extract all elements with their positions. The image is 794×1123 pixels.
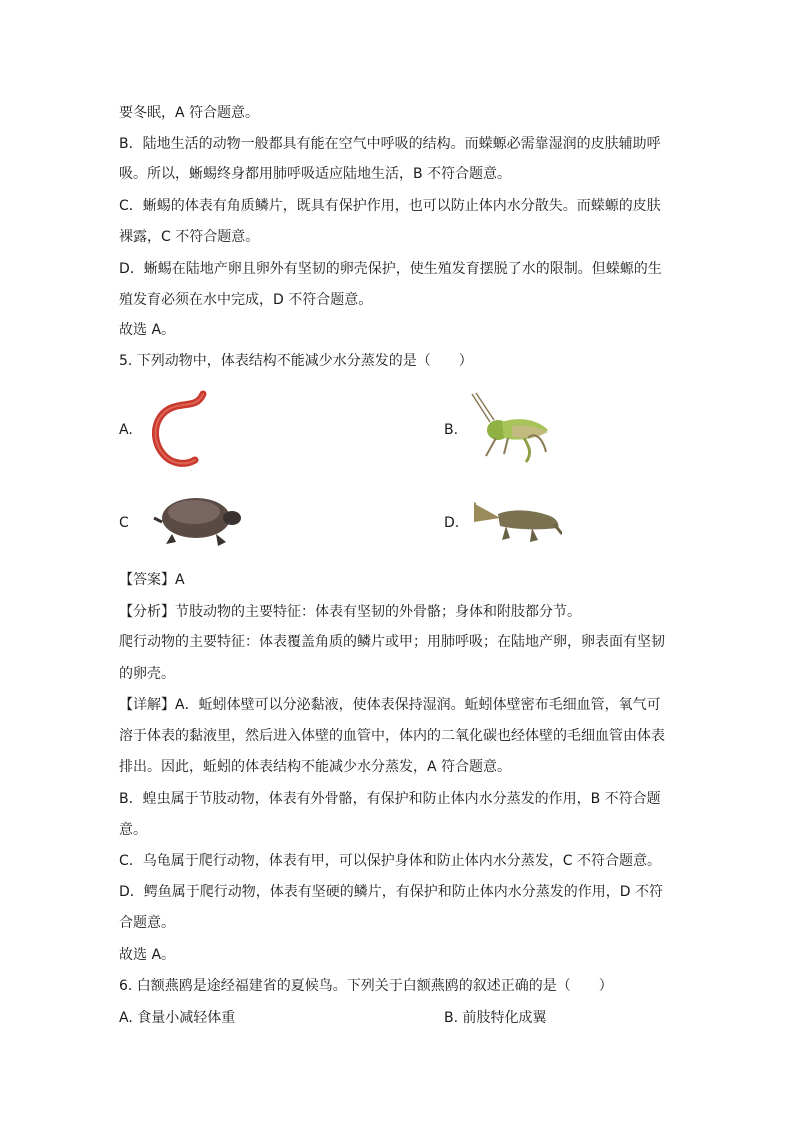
text-line: 要冬眠，A 符合题意。 xyxy=(119,105,260,121)
earthworm-image xyxy=(145,388,213,470)
text-line: 【分析】节肢动物的主要特征：体表有坚韧的外骨骼；身体和附肢都分节。 xyxy=(119,604,581,620)
text-line: 排出。因此，蚯蚓的体表结构不能减少水分蒸发，A 符合题意。 xyxy=(119,759,512,775)
grasshopper-image xyxy=(468,392,556,468)
turtle-image xyxy=(152,488,244,550)
text-line: 故选 A。 xyxy=(119,947,176,963)
text-line: 【详解】A．蚯蚓体壁可以分泌黏液，使体表保持湿润。蚯蚓体壁密布毛细血管，氧气可 xyxy=(119,697,661,713)
text-line: 爬行动物的主要特征：体表覆盖角质的鳞片或甲；用肺呼吸；在陆地产卵，卵表面有坚韧 xyxy=(119,634,665,650)
text-line: 吸。所以，蜥蜴终身都用肺呼吸适应陆地生活，B 不符合题意。 xyxy=(119,166,512,182)
text-line: D．蜥蜴在陆地产卵且卵外有坚韧的卵壳保护，使生殖发育摆脱了水的限制。但蝾螈的生 xyxy=(119,261,662,277)
text-line: C．乌龟属于爬行动物，体表有甲，可以保护身体和防止体内水分蒸发，C 不符合题意。 xyxy=(119,853,661,869)
text-line: D．鳄鱼属于爬行动物，体表有坚硬的鳞片，有保护和防止体内水分蒸发的作用，D 不符 xyxy=(119,884,664,900)
text-line: 殖发育必须在水中完成，D 不符合题意。 xyxy=(119,292,373,308)
text-line: 的卵壳。 xyxy=(119,666,175,682)
answer-line: 【答案】A xyxy=(119,572,185,588)
text-line: 溶于体表的黏液里，然后进入体壁的血管中，体内的二氧化碳也经体壁的毛细血管由体表 xyxy=(119,728,665,744)
text-line: B．陆地生活的动物一般都具有能在空气中呼吸的结构。而蝾螈必需靠湿润的皮肤辅助呼 xyxy=(119,136,661,152)
text-line: 意。 xyxy=(119,822,147,838)
option-c-label: C xyxy=(119,515,129,531)
option-b-text: B. 前肢特化成翼 xyxy=(444,1010,547,1026)
text-line: 故选 A。 xyxy=(119,322,176,338)
option-a-text: A. 食量小减轻体重 xyxy=(119,1010,236,1026)
text-line: C．蜥蜴的体表有角质鳞片，既具有保护作用，也可以防止体内水分散失。而蝾螈的皮肤 xyxy=(119,198,661,214)
question-5-stem: 5. 下列动物中，体表结构不能减少水分蒸发的是（ ） xyxy=(119,353,473,369)
option-d-label: D. xyxy=(444,515,460,531)
text-line: 合题意。 xyxy=(119,915,175,931)
crocodile-image xyxy=(470,494,562,550)
option-b-label: B. xyxy=(444,422,459,438)
option-a-label: A. xyxy=(119,422,133,438)
text-line: 裸露，C 不符合题意。 xyxy=(119,229,260,245)
text-line: B．蝗虫属于节肢动物，体表有外骨骼，有保护和防止体内水分蒸发的作用，B 不符合题 xyxy=(119,791,661,807)
question-6-stem: 6. 白额燕鸥是途经福建省的夏候鸟。下列关于白额燕鸥的叙述正确的是（ ） xyxy=(119,978,613,994)
